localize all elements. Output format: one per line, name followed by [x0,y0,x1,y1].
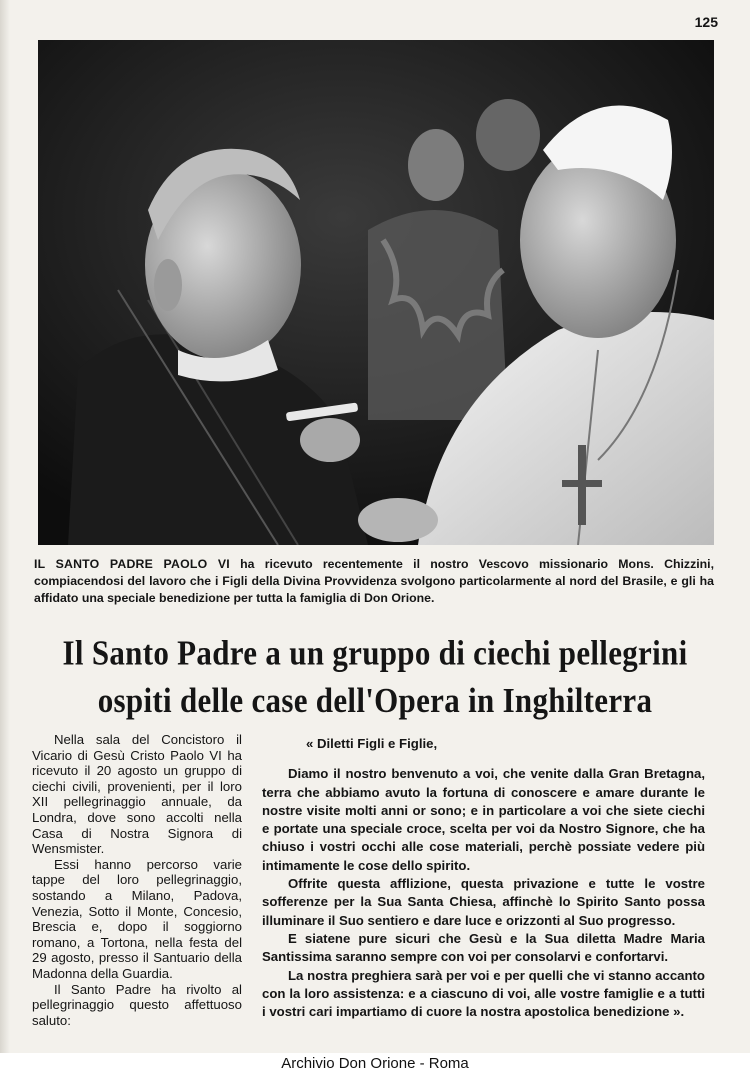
left-column [32,732,242,1028]
left-paragraph: Il Santo Padre ha rivolto al pellegrinaggio questo affettuoso saluto: [32,981,242,1028]
headline-line-1: Il Santo Padre a un gruppo di ciechi pellegrini [62,633,688,673]
address-paragraph: E siatene pure sicuri che Gesù e la Sua diletta Madre Maria Santissima saranno sempre con voi per consolarvi e confortarvi. [262,930,705,965]
left-paragraph: Nella sala del Concistoro il Vicario di Gesù Cristo Paolo VI ha ricevuto il 20 agosto un gruppo di ciechi civili, provenienti, per il loro XII pellegrinaggio annuale, da Londra, dove sono accolti nella Casa di Nostra Signora di Wensmister. [32,732,242,857]
page-gutter-shadow [0,0,10,1053]
address-paragraph: La nostra preghiera sarà per voi e per quelli che vi stanno accanto con la loro assistenza: e a ciascuno di voi, alle vostre famiglie e a tutti i vostri cari impartiamo di cuore la nostra apostolica benedizione ». [262,967,705,1020]
photo-pope-and-bishop [38,40,714,545]
article-headline [20,630,730,724]
right-column-papal-address [262,735,705,1021]
archive-footer: Archivio Don Orione - Roma [0,1053,750,1077]
address-salutation: « Diletti Figli e Figlie, [306,736,438,751]
photo-caption [34,556,714,607]
address-paragraph: Offrite questa afflizione, questa privazione e tutte le vostre sofferenze per la Sua Santa Chiesa, affinchè lo Spirito Santo possa illuminare il Suo sentiero e dare luce e orizzonti al Suo progresso. [262,876,705,928]
address-paragraph: Diamo il nostro benvenuto a voi, che venite dalla Gran Bretagna, terra che abbiamo avuto la fortuna di conoscere e amare durante le nostre visite molti anni or sono; e in particolare a voi che siete ciechi e portate una speciale croce, scelta per voi da Nostro Signore, che ha chiuso i vostri occhi alle cose materiali, perchè possiate vedere più intimamente le cose dello spirito. [262,766,705,873]
page-number: 125 [694,14,718,30]
caption-lead: IL SANTO PADRE PAOLO VI [34,557,230,571]
caption-text: ha ricevuto recentemente il nostro Vescovo missionario Mons. Chizzini, compiacendosi del lavoro che i Figli della Divina Provvidenza svolgono particolarmente al nord del Brasile, e gli ha affidato una speciale benedizione per tutta la famiglia di Don Orione. [34,557,714,605]
photo-icon [38,40,714,545]
left-paragraph: Essi hanno percorso varie tappe del loro pellegrinaggio, sostando a Milano, Padova, Venezia, Sotto il Monte, Concesio, Brescia e, dopo il soggiorno romano, a Tortona, nella festa del 29 agosto, presso il Santuario della Madonna della Guardia. [32,856,242,981]
headline-line-2: ospiti delle case dell'Opera in Inghilterra [97,680,653,720]
